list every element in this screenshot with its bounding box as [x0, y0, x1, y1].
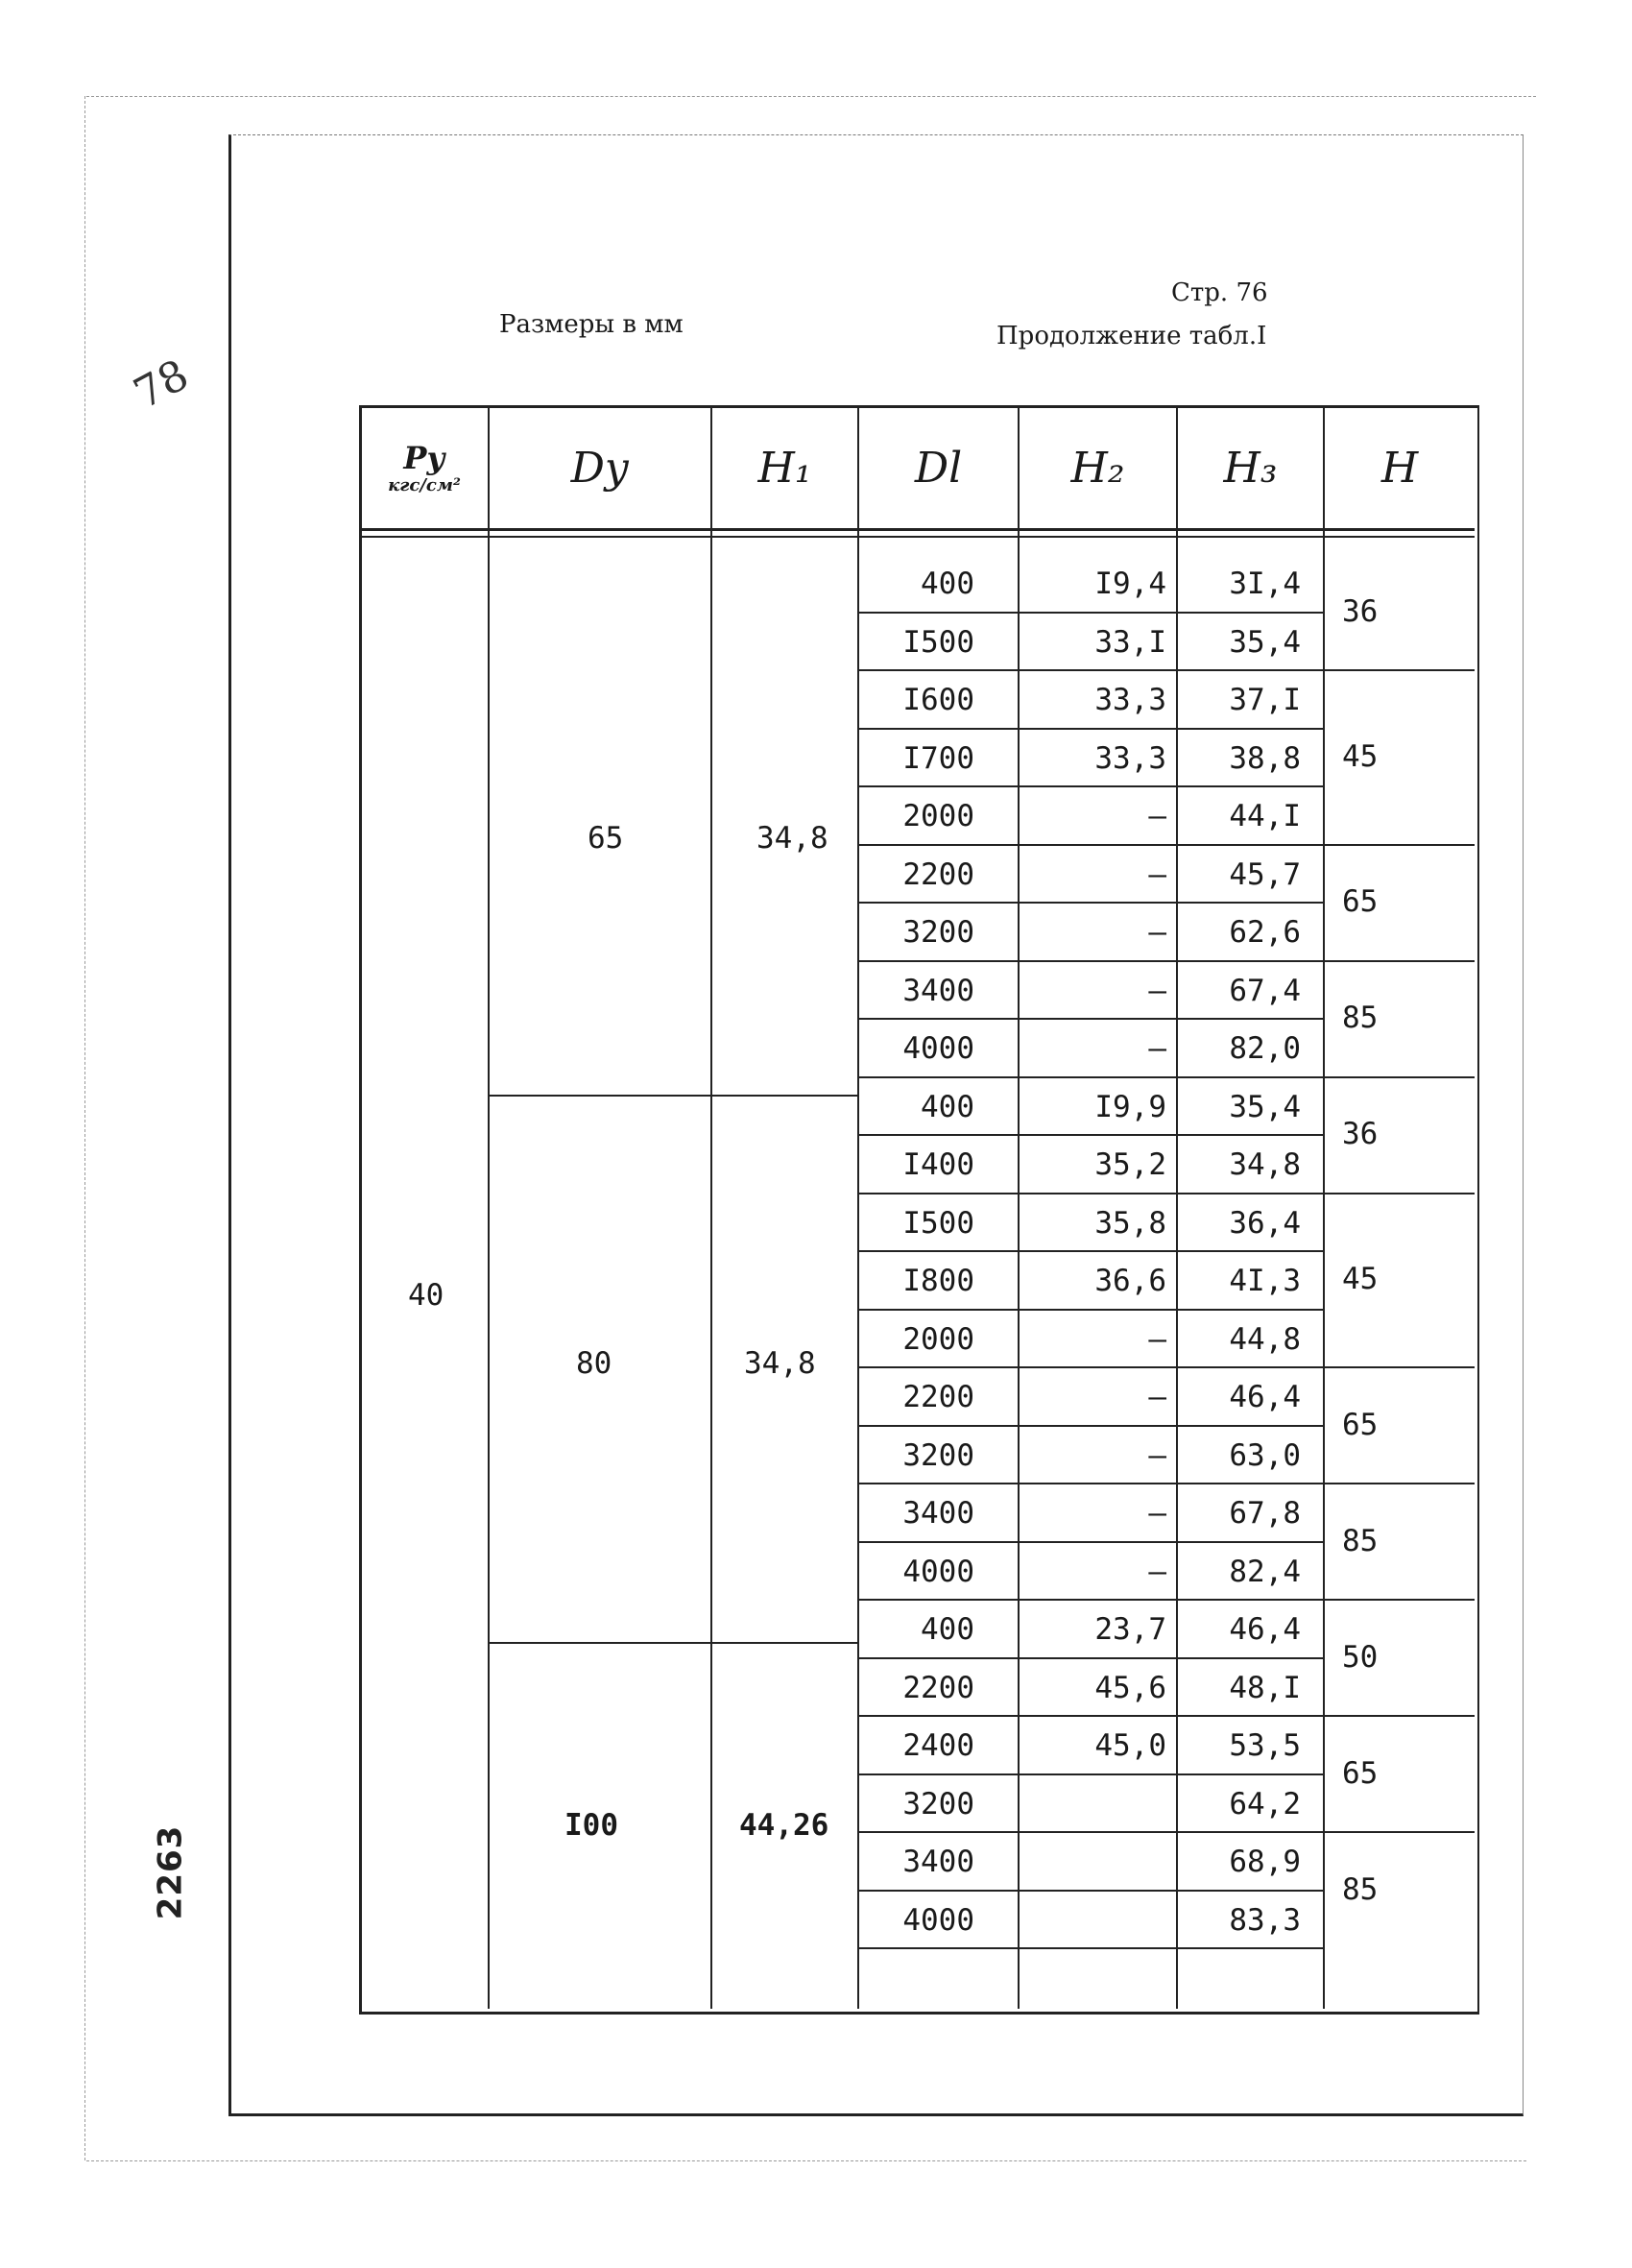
table-cell-h2: 35,2 — [1094, 1147, 1166, 1182]
table-cell-h2: I9,4 — [1094, 567, 1166, 601]
table-cell-h2: 33,3 — [1094, 683, 1166, 717]
row-divider — [857, 1425, 1325, 1427]
table-cell-h: 85 — [1342, 1001, 1379, 1035]
py-value: 40 — [408, 1278, 444, 1313]
row-divider — [857, 1366, 1325, 1368]
row-divider — [857, 728, 1325, 730]
header-h3: H₃ — [1223, 444, 1278, 493]
table-cell-h: 65 — [1342, 884, 1379, 919]
header-dl: Dl — [914, 444, 963, 493]
table-cell-dl: I700 — [902, 740, 974, 776]
h-group-divider — [1323, 1076, 1475, 1078]
row-divider — [857, 902, 1325, 904]
dy-value: I00 — [564, 1808, 618, 1843]
row-divider — [857, 1309, 1325, 1311]
table-cell-h3: 35,4 — [1229, 624, 1301, 660]
table-cell-h2: 33,3 — [1094, 740, 1166, 776]
table-cell-dl: 3400 — [902, 1496, 974, 1531]
table-cell-h: 45 — [1342, 1262, 1379, 1297]
column-divider — [710, 405, 712, 2009]
margin-note: 78 — [126, 350, 197, 420]
table-cell-h3: 68,9 — [1229, 1845, 1301, 1879]
table-cell-h3: 82,0 — [1229, 1031, 1301, 1066]
page-number: Стр. 76 — [1171, 278, 1268, 307]
table-cell-h3: 64,2 — [1229, 1786, 1301, 1822]
header-h2: H₂ — [1070, 444, 1125, 493]
table-cell-dl: 3200 — [902, 915, 974, 950]
table-cell-h2: 45,6 — [1094, 1670, 1166, 1705]
row-divider — [857, 1483, 1325, 1484]
scan-edge-top — [86, 96, 1536, 97]
row-divider — [857, 612, 1325, 614]
row-divider — [857, 1134, 1325, 1136]
table-cell-h3: 83,3 — [1229, 1902, 1301, 1938]
table-cell-dl: 2200 — [902, 1380, 974, 1414]
table-cell-dl: I400 — [902, 1147, 974, 1182]
header-separator — [359, 528, 1475, 531]
table-cell-dl: 400 — [921, 1612, 974, 1647]
table-cell-dl: 400 — [921, 567, 974, 601]
table-cell-h3: 67,4 — [1229, 973, 1301, 1008]
table-cell-h: 85 — [1342, 1523, 1379, 1558]
header-py — [361, 413, 488, 523]
h-group-divider — [1323, 1193, 1475, 1194]
table-cell-h3: 38,8 — [1229, 740, 1301, 776]
h-group-divider — [1323, 1483, 1475, 1484]
header-separator-double — [359, 536, 1475, 538]
row-divider — [857, 1193, 1325, 1194]
table-cell-h: 36 — [1342, 1117, 1379, 1151]
row-divider — [857, 1250, 1325, 1252]
table-cell-dl: I600 — [902, 683, 974, 717]
table-cell-h2: 45,0 — [1094, 1728, 1166, 1763]
table-cell-h3: 36,4 — [1229, 1205, 1301, 1241]
table-cell-h2: 35,8 — [1094, 1205, 1166, 1241]
row-divider — [857, 1541, 1325, 1543]
table-cell-dl: 4000 — [902, 1554, 974, 1589]
group-separator — [488, 1095, 858, 1097]
column-divider — [1323, 405, 1325, 2009]
table-cell-h2: 23,7 — [1094, 1612, 1166, 1647]
table-cell-h3: 34,8 — [1229, 1147, 1301, 1182]
row-divider — [857, 1018, 1325, 1020]
table-cell-h3: 45,7 — [1229, 857, 1301, 892]
column-divider — [488, 405, 490, 2009]
table-cell-h3: 44,8 — [1229, 1321, 1301, 1357]
table-continuation-label: Продолжение табл.I — [996, 322, 1267, 350]
table-cell-h2: — — [1148, 857, 1166, 892]
h-group-divider — [1323, 1715, 1475, 1717]
h-group-divider — [1323, 844, 1475, 846]
table-cell-dl: 2400 — [902, 1728, 974, 1763]
table-cell-h3: 3I,4 — [1229, 567, 1301, 601]
table-cell-dl: 2000 — [902, 799, 974, 833]
table-cell-h: 36 — [1342, 593, 1379, 629]
row-divider — [857, 960, 1325, 962]
table-cell-h2: — — [1148, 1496, 1166, 1531]
header-h: H — [1380, 444, 1419, 493]
table-cell-h3: 37,I — [1229, 683, 1301, 717]
table-cell-h2: I9,9 — [1094, 1089, 1166, 1124]
scan-edge-left — [84, 96, 85, 2160]
table-cell-h3: 67,8 — [1229, 1496, 1301, 1531]
table-cell-h3: 35,4 — [1229, 1089, 1301, 1124]
header-h1: H₁ — [757, 444, 812, 493]
table-cell-dl: I800 — [902, 1264, 974, 1298]
h1-value: 34,8 — [744, 1346, 816, 1381]
table-cell-dl: 3200 — [902, 1437, 974, 1473]
table-cell-dl: 3200 — [902, 1786, 974, 1822]
table-cell-h2: — — [1148, 1437, 1166, 1473]
table-cell-dl: 3400 — [902, 1845, 974, 1879]
side-stamp: 2263 — [151, 1824, 190, 1920]
table-cell-h3: 48,I — [1229, 1670, 1301, 1705]
table-cell-h2: — — [1148, 1031, 1166, 1066]
table-cell-h: 65 — [1342, 1407, 1379, 1442]
row-divider — [857, 1599, 1325, 1601]
table-cell-h3: 46,4 — [1229, 1380, 1301, 1414]
table-cell-h2: — — [1148, 1321, 1166, 1357]
table-cell-h3: 4I,3 — [1229, 1264, 1301, 1298]
table-cell-h3: 53,5 — [1229, 1728, 1301, 1763]
table-cell-h2: 36,6 — [1094, 1264, 1166, 1298]
row-divider — [857, 1657, 1325, 1659]
table-cell-dl: 4000 — [902, 1902, 974, 1938]
table-cell-h2: — — [1148, 915, 1166, 950]
group-separator — [488, 1642, 858, 1644]
table-cell-h3: 44,I — [1229, 799, 1301, 833]
row-divider — [857, 1947, 1325, 1949]
h-group-divider — [1323, 1366, 1475, 1368]
row-divider — [857, 1715, 1325, 1717]
table-cell-h3: 82,4 — [1229, 1554, 1301, 1589]
row-divider — [857, 844, 1325, 846]
row-divider — [857, 1831, 1325, 1833]
row-divider — [857, 1773, 1325, 1775]
h-group-divider — [1323, 1831, 1475, 1833]
table-cell-dl: 400 — [921, 1089, 974, 1124]
h1-value: 44,26 — [739, 1808, 829, 1843]
table-cell-h2: 33,I — [1094, 624, 1166, 660]
table-cell-dl: I500 — [902, 624, 974, 660]
table-cell-h2: — — [1148, 1380, 1166, 1414]
h-group-divider — [1323, 669, 1475, 671]
header-dy: Dу — [570, 444, 630, 493]
h-group-divider — [1323, 1599, 1475, 1601]
table-cell-h3: 46,4 — [1229, 1612, 1301, 1647]
table-cell-h3: 62,6 — [1229, 915, 1301, 950]
row-divider — [857, 785, 1325, 787]
column-divider — [1018, 405, 1020, 2009]
h-group-divider — [1323, 960, 1475, 962]
table-cell-h2: — — [1148, 799, 1166, 833]
table-cell-h2: — — [1148, 973, 1166, 1008]
table-cell-dl: 2200 — [902, 1670, 974, 1705]
dy-value: 80 — [576, 1346, 612, 1381]
dy-value: 65 — [588, 821, 624, 856]
table-cell-h: 85 — [1342, 1871, 1379, 1907]
table-cell-dl: 4000 — [902, 1031, 974, 1066]
header-py-unit: кгс/см² — [388, 474, 461, 495]
scan-edge-bottom — [86, 2160, 1526, 2161]
row-divider — [857, 1890, 1325, 1892]
table-cell-h: 45 — [1342, 738, 1379, 774]
table-cell-h2: — — [1148, 1554, 1166, 1589]
units-label: Размеры в мм — [499, 310, 684, 339]
h1-value: 34,8 — [756, 821, 828, 856]
table-cell-dl: I500 — [902, 1205, 974, 1241]
table-cell-dl: 2200 — [902, 857, 974, 892]
table-cell-dl: 3400 — [902, 973, 974, 1008]
table-cell-h: 65 — [1342, 1755, 1379, 1791]
table-cell-h: 50 — [1342, 1639, 1379, 1675]
header-py-label: Ру — [403, 439, 445, 476]
row-divider — [857, 1076, 1325, 1078]
table-cell-h3: 63,0 — [1229, 1437, 1301, 1473]
row-divider — [857, 669, 1325, 671]
table-cell-dl: 2000 — [902, 1321, 974, 1357]
